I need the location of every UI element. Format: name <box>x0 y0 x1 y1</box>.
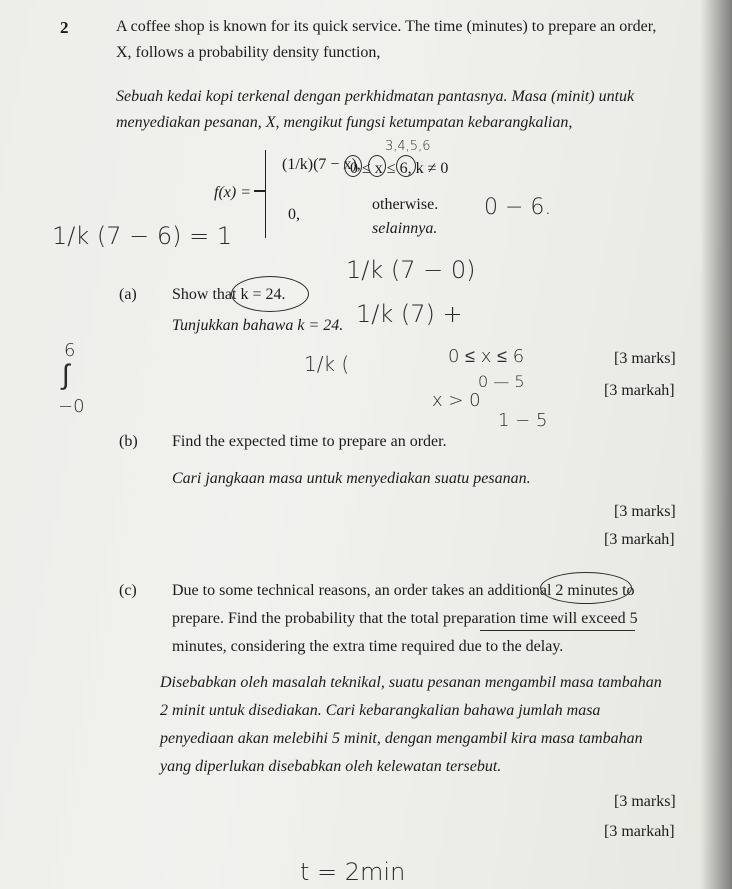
part-a-text-ms: Tunjukkan bahawa k = 24. <box>172 317 344 334</box>
circle-annotation-k <box>231 276 309 312</box>
part-a-label: (a) <box>119 286 137 303</box>
part-c-en-line-3: minutes, considering the extra time required due to the delay. <box>172 638 564 655</box>
handwritten-step-2: 1/k (7) + <box>356 300 463 328</box>
handwritten-range-2: 0 — 5 <box>478 372 525 391</box>
handwritten-lower-limit: −0 <box>58 396 85 417</box>
handwritten-integral-icon: ∫ <box>62 358 70 391</box>
circle-annotation-2-minutes <box>540 572 632 604</box>
part-b-text-ms: Cari jangkaan masa untuk menyediakan suatu pesanan. <box>172 470 531 487</box>
circle-annotation-6 <box>396 155 416 177</box>
part-b-text-en: Find the expected time to prepare an order. <box>172 433 447 450</box>
part-b-marks-en: [3 marks] <box>614 503 676 520</box>
part-c-label: (c) <box>119 582 137 599</box>
part-b-marks-ms: [3 markah] <box>604 531 675 548</box>
intro-en-line-1: A coffee shop is known for its quick service. The time (minutes) to prepare an order, <box>116 18 657 35</box>
function-case-1-expr: (1/k)(7 − x), <box>282 156 361 173</box>
handwritten-condition: x > 0 <box>432 390 481 411</box>
intro-en-line-2: X, follows a probability density function, <box>116 44 381 61</box>
part-a-marks-en: [3 marks] <box>614 350 676 367</box>
handwritten-upper-limit: 6 <box>64 340 76 361</box>
handwritten-step-3: 1/k ( <box>304 352 350 376</box>
question-number: 2 <box>60 18 69 37</box>
part-b-label: (b) <box>119 433 138 450</box>
intro-ms-line-1: Sebuah kedai kopi terkenal dengan perkhidmatan pantasnya. Masa (minit) untuk <box>116 88 635 105</box>
part-c-ms-line-3: penyediaan akan melebihi 5 minit, dengan mengambil kira masa tambahan <box>160 730 643 747</box>
function-case-2-expr: 0, <box>288 206 300 223</box>
handwritten-t-2min: t = 2min <box>300 858 406 886</box>
handwritten-inequality: 0 ≤ x ≤ 6 <box>448 346 525 367</box>
piecewise-brace <box>265 150 278 238</box>
circle-annotation-0 <box>344 155 362 177</box>
intro-ms-line-2: menyediakan pesanan, X, mengikut fungsi ketumpatan kebarangkalian, <box>116 114 573 131</box>
handwritten-range: 0 − 6. <box>484 195 552 220</box>
handwritten-step-1: 1/k (7 − 0) <box>346 256 476 284</box>
underline-annotation <box>480 630 635 631</box>
part-c-en-line-2: prepare. Find the probability that the total preparation time will exceed 5 <box>172 610 638 627</box>
part-c-ms-line-1: Disebabkan oleh masalah teknikal, suatu pesanan mengambil masa tambahan <box>160 674 662 691</box>
part-c-ms-line-2: 2 minit untuk disediakan. Cari kebarangkalian bahawa jumlah masa <box>160 702 601 719</box>
part-a-marks-ms: [3 markah] <box>604 382 675 399</box>
handwritten-note: 1 − 5 <box>498 410 548 431</box>
part-c-en-line-1: Due to some technical reasons, an order takes an additional 2 minutes to <box>172 582 635 599</box>
part-a-text-en: Show that k = 24. <box>172 286 286 303</box>
handwritten-values: 3,4,5,6 <box>385 139 431 154</box>
function-case-2-ms: selainnya. <box>372 220 438 237</box>
function-label: f(x) = <box>214 184 251 201</box>
circle-annotation-x <box>368 155 386 177</box>
part-c-marks-ms: [3 markah] <box>604 823 675 840</box>
function-case-1-domain: 0 ≤ x ≤ 6, k ≠ 0 <box>350 160 449 177</box>
function-case-2-en: otherwise. <box>372 196 439 213</box>
page-edge-shadow <box>700 0 732 889</box>
part-c-marks-en: [3 marks] <box>614 793 676 810</box>
part-c-ms-line-4: yang diperlukan disebabkan oleh kelewatan tersebut. <box>160 758 502 775</box>
handwritten-equation-1: 1/k (7 − 6) = 1 <box>52 222 233 250</box>
